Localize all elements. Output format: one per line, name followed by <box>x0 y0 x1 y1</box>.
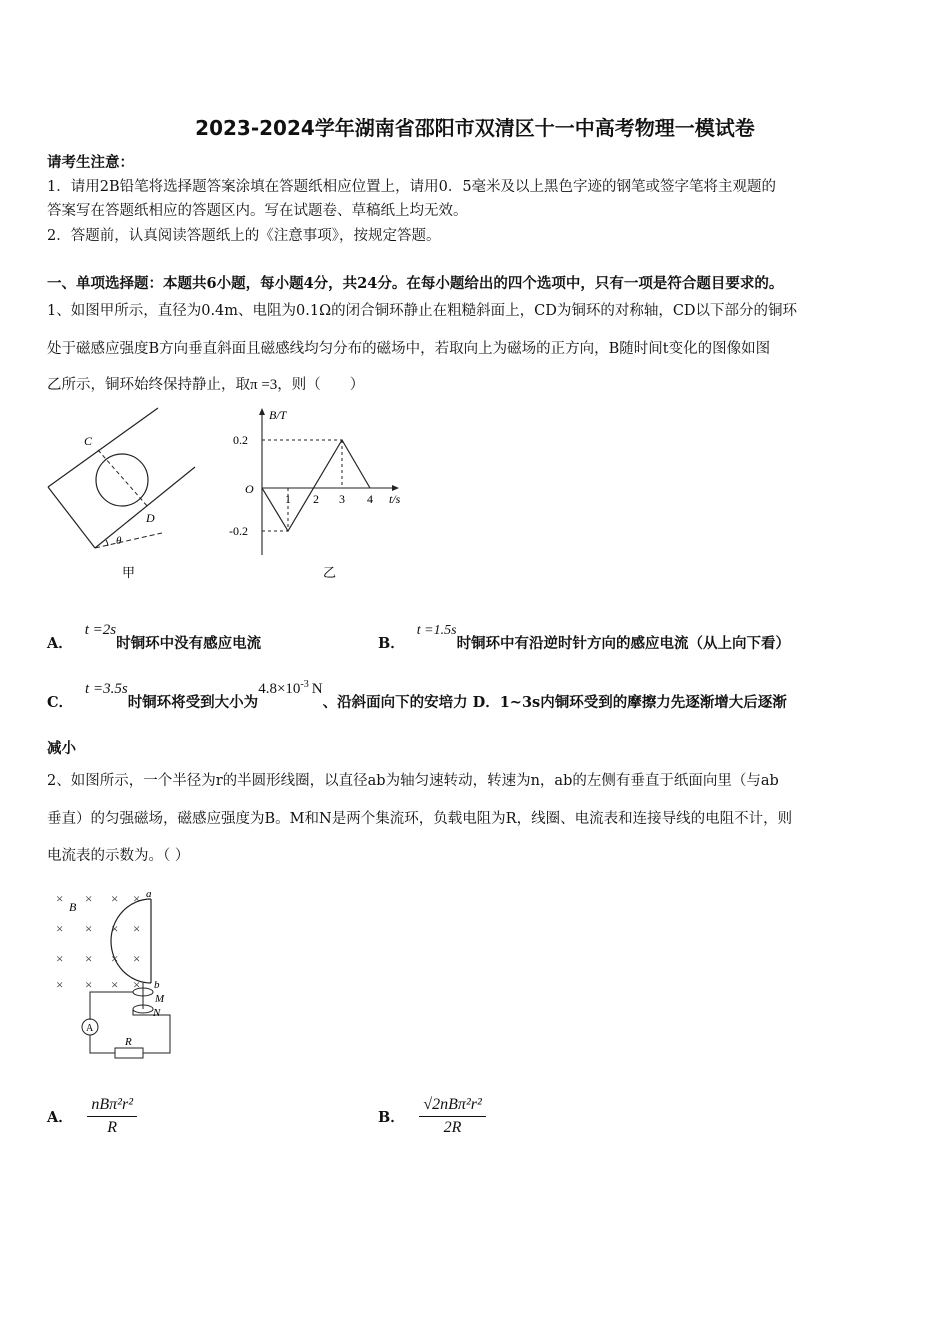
label-theta: θ <box>116 535 122 547</box>
svg-text:×: × <box>111 891 119 906</box>
figure-incline-ring <box>40 405 210 585</box>
ammeter-label: A <box>86 1023 94 1034</box>
q2-option-a[interactable]: A． $\frac{\text{nBπ²r²}}{R}$ <box>47 1096 137 1137</box>
label-r: R <box>125 1036 132 1048</box>
svg-text:×: × <box>133 891 141 906</box>
xtick-1: 1 <box>285 492 291 506</box>
svg-text:×: × <box>133 977 141 992</box>
notice-item1-line1: 1．请用2B铅笔将选择题答案涂填在答题纸相应位置上，请用0．5毫米及以上黑色字迹的钢笔或签字笔将主观题的 <box>47 179 777 195</box>
svg-text:×: × <box>111 921 119 936</box>
q2-line2: 垂直）的匀强磁场，磁感应强度为B。M和N是两个集流环，负载电阻为R，线圈、电流表和连接导线的电阻不计，则 <box>47 811 793 827</box>
q1-line1: 1、如图甲所示，直径为0.4m、电阻为0.1Ω的闭合铜环静止在粗糙斜面上，CD为铜环的对称轴，CD以下部分的铜环 <box>47 303 798 319</box>
q1-option-b[interactable]: B．t =1.5s时铜环中有沿逆时针方向的感应电流（从上向下看） <box>378 623 791 652</box>
graph-xlabel: t/s <box>389 492 401 506</box>
svg-text:×: × <box>85 951 93 966</box>
label-m: M <box>155 993 165 1005</box>
svg-text:×: × <box>85 891 93 906</box>
caption-yi: 乙 <box>323 565 337 580</box>
figure-coil-circuit <box>45 885 185 1065</box>
notice-item1-line2: 答案写在答题纸相应的答题区内。写在试题卷、草稿纸上均无效。 <box>47 203 468 219</box>
ytick-neg: -0.2 <box>229 524 248 538</box>
svg-text:×: × <box>111 951 119 966</box>
section-heading: 一、单项选择题：本题共6小题，每小题4分，共24分。在每小题给出的四个选项中，只有一项是符合题目要求的。 <box>47 275 784 292</box>
q1-option-a[interactable]: A．t =2s时铜环中没有感应电流 <box>47 622 262 652</box>
svg-text:×: × <box>56 921 64 936</box>
label-d: D <box>146 511 155 525</box>
xtick-3: 3 <box>339 492 345 506</box>
graph-origin: O <box>245 482 254 496</box>
label-a: a <box>146 888 152 900</box>
svg-text:×: × <box>85 921 93 936</box>
q2-option-b[interactable]: B． $\frac{\text{√2nBπ²r²}}{2R}$ <box>378 1096 486 1137</box>
label-n: N <box>153 1007 161 1019</box>
svg-text:×: × <box>111 977 119 992</box>
q1-option-c[interactable]: C．t =3.5s时铜环将受到大小为$4.8\times 10^{-3}$ N、沿斜面向下的安培力 D．1~3s内铜环受到的摩擦力先逐渐增大后逐渐 <box>47 679 787 711</box>
svg-text:×: × <box>56 891 64 906</box>
q2-line3: 电流表的示数为。（ ） <box>47 848 190 864</box>
xtick-2: 2 <box>313 492 319 506</box>
svg-text:×: × <box>56 977 64 992</box>
svg-text:×: × <box>133 951 141 966</box>
page-title: 2023-2024学年湖南省邵阳市双清区十一中高考物理一模试卷 <box>195 116 755 140</box>
graph-ylabel: B/T <box>269 408 287 422</box>
ytick-pos: 0.2 <box>233 433 248 447</box>
notice-item2: 2．答题前，认真阅读答题纸上的《注意事项》，按规定答题。 <box>47 228 441 244</box>
label-b: b <box>154 979 160 991</box>
label-field: B <box>69 900 77 914</box>
figure-bt-graph <box>225 405 410 585</box>
label-c: C <box>84 434 93 448</box>
q2-line1: 2、如图所示，一个半径为r的半圆形线圈，以直径ab为轴匀速转动，转速为n，ab的左侧有垂直于纸面向里（与ab <box>47 773 779 789</box>
svg-text:×: × <box>85 977 93 992</box>
svg-text:×: × <box>133 921 141 936</box>
notice-heading: 请考生注意： <box>47 154 134 171</box>
caption-jia: 甲 <box>122 565 136 580</box>
q1-line2: 处于磁感应强度B方向垂直斜面且磁感线均匀分布的磁场中，若取向上为磁场的正方向，B随时间t变化的图像如图 <box>47 341 771 357</box>
xtick-4: 4 <box>367 492 373 506</box>
q1-line3: 乙所示，铜环始终保持静止，取π =3，则（ ） <box>47 377 365 393</box>
svg-text:×: × <box>56 951 64 966</box>
q1-option-c-cont: 减小 <box>47 740 76 757</box>
